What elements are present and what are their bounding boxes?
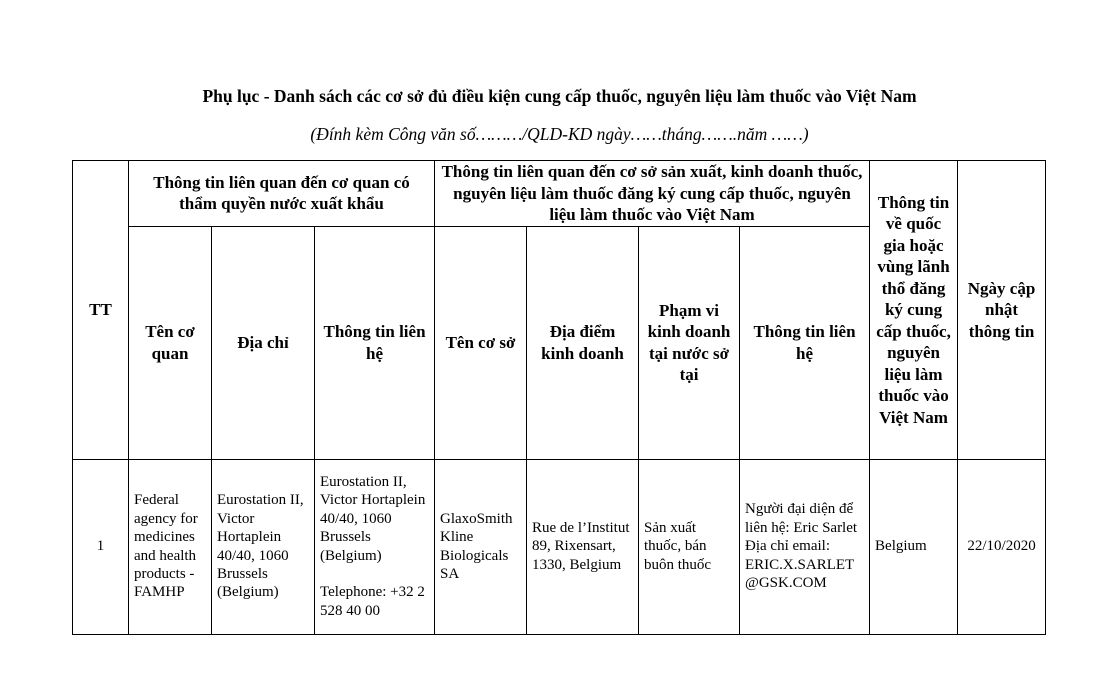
document-subtitle: (Đính kèm Công văn số………/QLD-KD ngày……tháng…….năm ……) xyxy=(310,124,809,144)
cell-facility-contact xyxy=(740,459,870,634)
header-facility-location: Địa điểm kinh doanh xyxy=(527,226,639,459)
header-row-group xyxy=(73,161,1046,227)
cell-tt: 1 xyxy=(73,459,129,634)
header-group-facility: Thông tin liên quan đến cơ sở sản xuất, kinh doanh thuốc, nguyên liệu làm thuốc đăng ký cung cấp thuốc, nguyên liệu làm thuốc vào Việt Nam xyxy=(435,161,870,227)
header-agency-name: Tên cơ quan xyxy=(129,226,212,459)
header-facility-name: Tên cơ sở xyxy=(435,226,527,459)
agency-contact-phone: Telephone: +32 2 528 40 00 xyxy=(320,584,425,619)
table-row xyxy=(73,459,1046,634)
cell-agency-contact xyxy=(315,459,435,634)
header-facility-contact: Thông tin liên hệ xyxy=(740,226,870,459)
agency-contact-address: Eurostation II, Victor Hortaplein 40/40, 1060 Brussels (Belgium) xyxy=(320,474,426,564)
header-facility-scope: Phạm vi kinh doanh tại nước sở tại xyxy=(639,226,740,459)
cell-agency-address: Eurostation II, Victor Hortaplein 40/40, 1060 Brussels (Belgium) xyxy=(212,459,315,634)
header-updated: Ngày cập nhật thông tin xyxy=(958,161,1046,460)
header-tt: TT xyxy=(73,161,129,460)
header-country: Thông tin về quốc gia hoặc vùng lãnh thổ đăng ký cung cấp thuốc, nguyên liệu làm thuốc vào Việt Nam xyxy=(870,161,958,460)
facility-contact-email: Địa chỉ email: ERIC.X.SARLET @GSK.COM xyxy=(745,538,854,592)
header-agency-contact: Thông tin liên hệ xyxy=(315,226,435,459)
cell-agency-name: Federal agency for medicines and health products - FAMHP xyxy=(129,459,212,634)
facility-contact-person: Người đại diện để liên hệ: Eric Sarlet xyxy=(745,501,858,536)
cell-country: Belgium xyxy=(870,459,958,634)
cell-facility-location: Rue de l’Institut 89, Rixensart, 1330, Belgium xyxy=(527,459,639,634)
cell-facility-name: GlaxoSmith Kline Biologicals SA xyxy=(435,459,527,634)
facility-table xyxy=(72,160,1046,635)
cell-updated: 22/10/2020 xyxy=(958,459,1046,634)
header-agency-address: Địa chỉ xyxy=(212,226,315,459)
document-title: Phụ lục - Danh sách các cơ sở đủ điều kiện cung cấp thuốc, nguyên liệu làm thuốc vào Việt Nam xyxy=(202,86,917,106)
header-group-authority: Thông tin liên quan đến cơ quan có thẩm quyền nước xuất khẩu xyxy=(129,161,435,227)
cell-facility-scope: Sản xuất thuốc, bán buôn thuốc xyxy=(639,459,740,634)
